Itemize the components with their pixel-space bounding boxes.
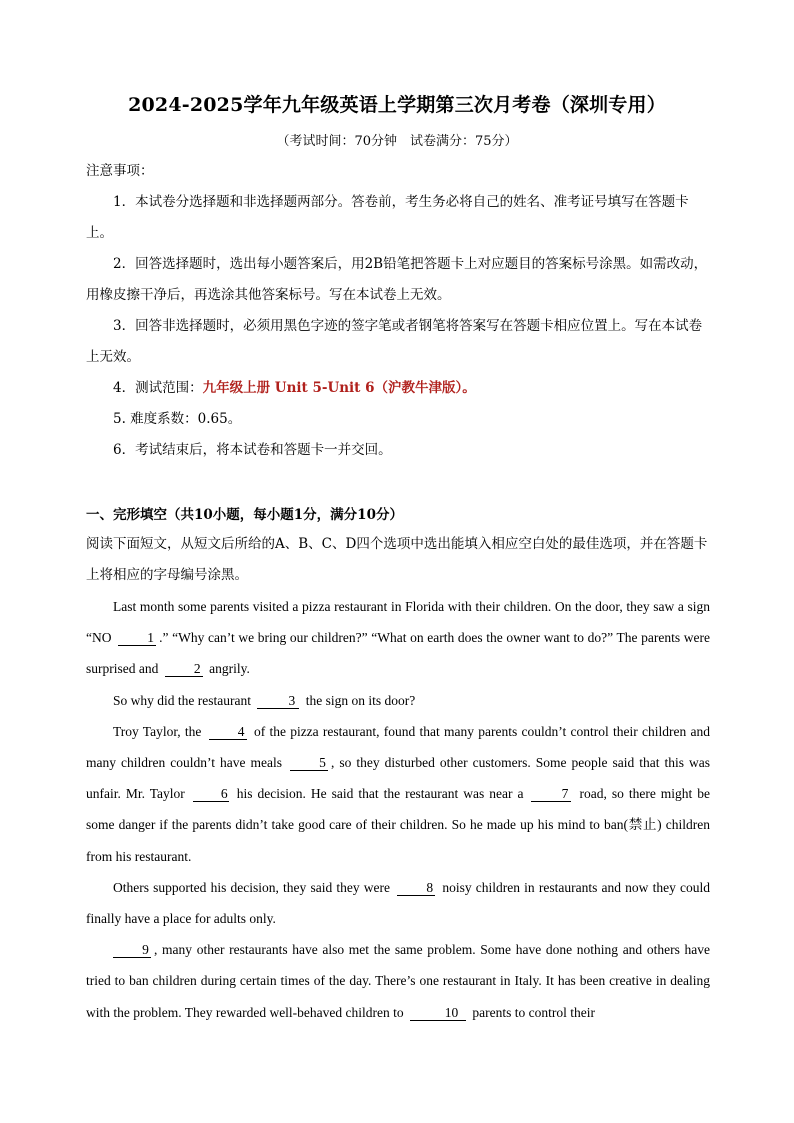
passage-paragraph <box>86 934 710 1028</box>
blank-8: 8 <box>397 880 435 896</box>
passage-text: noisy children in restaurants and now they could finally have a place for adults only. <box>86 879 710 927</box>
passage-text: his decision. He said that the restaurant was near a <box>236 786 524 802</box>
blank-4: 4 <box>209 724 247 740</box>
passage-text: Others supported his decision, they said they were <box>113 879 391 895</box>
passage-text: parents to control their <box>472 1004 595 1020</box>
blank-3: 3 <box>257 693 299 709</box>
page-title: 2024-2025学年九年级英语上学期第三次月考卷（深圳专用） <box>128 94 666 116</box>
passage-text: , many other restaurants have also met the same problem. Some have done nothing and others have tried to ban children during certain times of the day. There’s one restaurant in Italy. It has been creative in dealing with the problem. They rewarded well-behaved children to <box>86 942 710 1020</box>
passage-text: road, so there might be some danger if the parents didn’t take good care of their children. So he made up his mind to ban(禁止) children from his restaurant. <box>86 786 711 864</box>
section-heading: 一、完形填空（共10小题，每小题1分，满分10分） <box>86 507 403 523</box>
section-instruction: 阅读下面短文，从短文后所给的A、B、C、D四个选项中选出能填入相应空白处的最佳选项，并在答题卡上将相应的字母编号涂黑。 <box>86 536 708 583</box>
passage-paragraph <box>86 685 710 716</box>
notice-item-6: 6．考试结束后，将本试卷和答题卡一并交回。 <box>113 442 392 458</box>
notice-item-5: 5. 难度系数：0.65。 <box>113 411 242 427</box>
blank-5: 5 <box>290 755 328 771</box>
passage-paragraph <box>86 591 710 685</box>
passage-paragraph <box>86 872 710 934</box>
notice-item-4-label: 4．测试范围： <box>113 380 203 396</box>
passage-text: .” “Why can’t we bring our children?” “What on earth does the owner want to do?” The parents were surprised and <box>86 630 710 677</box>
blank-10: 10 <box>410 1005 466 1021</box>
exam-duration-info: （考试时间：70分钟 试卷满分：75分） <box>276 134 518 149</box>
notice-item-3: 3．回答非选择题时，必须用黑色字迹的签字笔或者钢笔将答案写在答题卡相应位置上。写在本试卷上无效。 <box>86 318 703 365</box>
cloze-passage <box>86 591 710 1028</box>
passage-text: angrily. <box>209 661 250 677</box>
notice-item-1: 1．本试卷分选择题和非选择题两部分。答卷前，考生务必将自己的姓名、准考证号填写在答题卡上。 <box>86 194 689 241</box>
blank-6: 6 <box>193 786 229 802</box>
blank-9: 9 <box>113 942 151 958</box>
blank-7: 7 <box>531 786 571 802</box>
notice-section <box>86 156 710 466</box>
test-scope: 九年级上册 Unit 5-Unit 6（沪教牛津版）。 <box>202 380 476 396</box>
passage-paragraph <box>86 716 710 872</box>
passage-text: Troy Taylor, the <box>113 723 202 739</box>
passage-text: the sign on its door? <box>305 692 416 708</box>
passage-text: So why did the restaurant <box>113 692 251 708</box>
blank-1: 1 <box>118 630 156 646</box>
blank-2: 2 <box>165 661 203 677</box>
notice-item-4 <box>86 373 710 404</box>
passage-text: Last month some parents visited a pizza restaurant in Florida with their children. On the door, they saw a sign “NO <box>86 599 710 646</box>
passage-text: , so they disturbed other customers. Some people said that this was unfair. Mr. Taylor <box>86 755 710 802</box>
notice-item-2: 2．回答选择题时，选出每小题答案后，用2B铅笔把答题卡上对应题目的答案标号涂黑。如需改动，用橡皮擦干净后，再选涂其他答案标号。写在本试卷上无效。 <box>86 256 708 303</box>
notice-heading: 注意事项： <box>86 163 154 179</box>
passage-text: of the pizza restaurant, found that many parents couldn’t control their children and many children couldn’t have meals <box>86 723 710 771</box>
